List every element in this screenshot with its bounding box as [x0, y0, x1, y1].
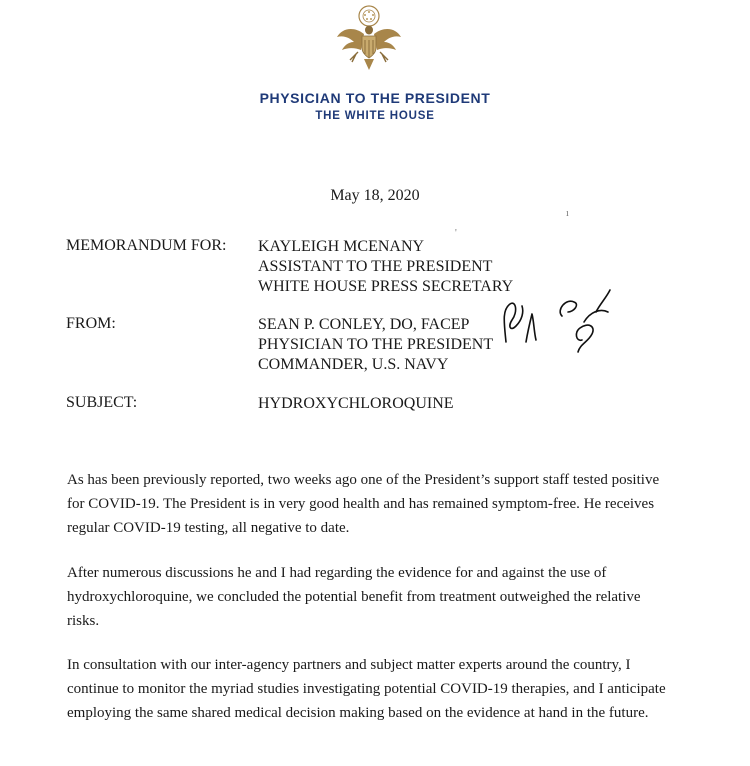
from-line: SEAN P. CONLEY, DO, FACEP	[258, 316, 470, 333]
from-sender-block	[258, 315, 493, 375]
body-paragraph: In consultation with our inter-agency partners and subject matter experts around the country, I continue to monitor the myriad studies investigating potential COVID-19 therapies, and I anticipate employing the same shared medical decision making based on the evidence at hand in the future.	[67, 657, 666, 721]
to-line: ASSISTANT TO THE PRESIDENT	[258, 258, 493, 275]
from-label: FROM:	[66, 315, 116, 332]
to-line: WHITE HOUSE PRESS SECRETARY	[258, 278, 514, 295]
presidential-seal-icon	[334, 4, 404, 72]
scan-mark: '	[455, 228, 457, 239]
subject-value: HYDROXYCHLOROQUINE	[258, 395, 454, 412]
letterhead-subtitle: THE WHITE HOUSE	[315, 110, 435, 122]
scan-mark: ı	[566, 208, 569, 219]
letterhead-title: PHYSICIAN TO THE PRESIDENT	[259, 90, 491, 106]
signature-mark	[496, 282, 616, 354]
to-recipient-block	[258, 237, 513, 297]
from-line: COMMANDER, U.S. NAVY	[258, 356, 449, 373]
memo-date: May 18, 2020	[330, 187, 420, 204]
body-paragraph: As has been previously reported, two weeks ago one of the President’s support staff tested positive for COVID-19. The President is in very good health and has remained symptom-free. He receives regular COVID-19 testing, all negative to date.	[67, 472, 660, 536]
body-paragraph: After numerous discussions he and I had regarding the evidence for and against the use of hydroxychloroquine, we concluded the potential benefit from treatment outweighed the relative risks.	[67, 565, 641, 629]
to-label: MEMORANDUM FOR:	[66, 237, 227, 254]
subject-label: SUBJECT:	[66, 394, 138, 411]
to-line: KAYLEIGH MCENANY	[258, 238, 425, 255]
from-line: PHYSICIAN TO THE PRESIDENT	[258, 336, 494, 353]
